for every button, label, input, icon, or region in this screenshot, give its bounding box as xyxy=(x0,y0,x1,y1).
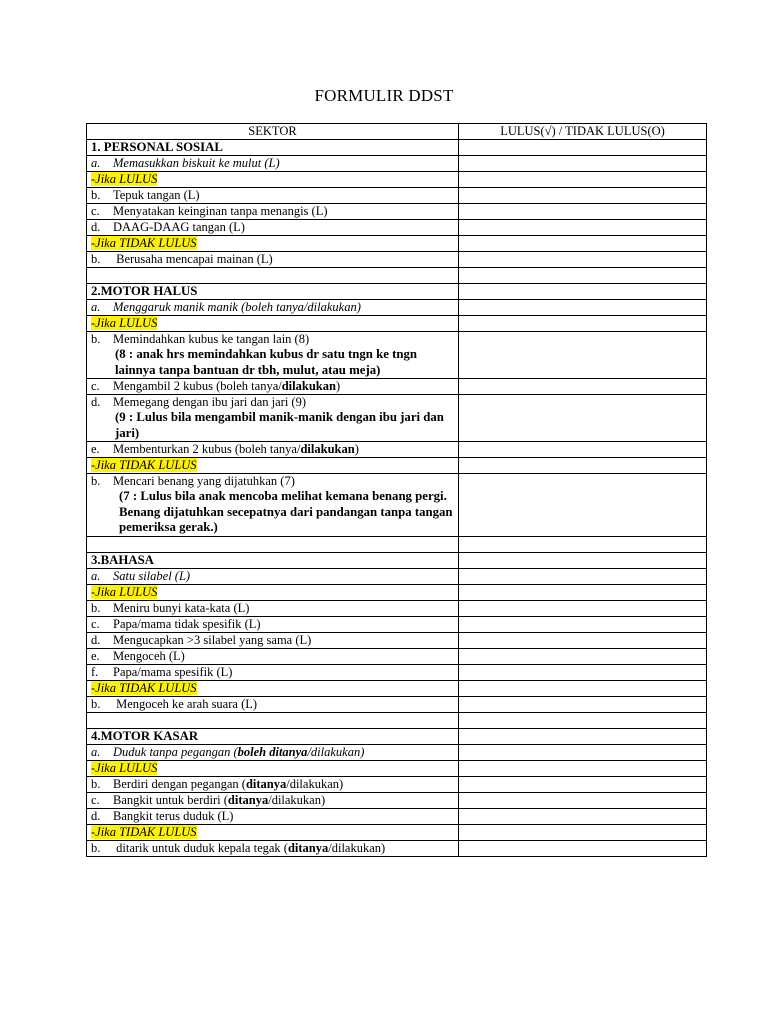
item-text-segment: Papa/mama spesifik (L) xyxy=(113,664,233,679)
item-text-segment: dilakukan xyxy=(281,379,336,393)
item-text-segment: Papa/mama tidak spesifik (L) xyxy=(113,616,261,631)
result-cell[interactable] xyxy=(459,616,707,632)
table-row xyxy=(87,760,707,776)
sector-cell xyxy=(87,204,459,220)
result-cell[interactable] xyxy=(459,632,707,648)
item-text-segment: ditanya xyxy=(245,776,287,791)
item-text xyxy=(113,379,340,393)
table-row xyxy=(87,332,707,379)
item-letter: d. xyxy=(91,632,101,647)
item-text-segment: ditanya xyxy=(227,792,269,807)
item-text xyxy=(113,777,343,791)
item-letter: b. xyxy=(91,696,101,711)
item-text xyxy=(113,442,359,456)
sector-cell xyxy=(87,760,459,776)
item-text-segment: Mencari benang yang dijatuhkan (7) xyxy=(113,474,295,488)
table-row xyxy=(87,600,707,616)
item-letter: d. xyxy=(91,395,101,409)
table-row xyxy=(87,680,707,696)
item-text xyxy=(113,569,190,583)
sector-cell xyxy=(87,632,459,648)
item-text xyxy=(113,841,385,855)
table-row xyxy=(87,252,707,268)
sector-cell xyxy=(87,600,459,616)
item-text-segment: Duduk tanpa pegangan ( xyxy=(113,744,238,759)
item-letter: a. xyxy=(91,300,101,314)
result-cell[interactable] xyxy=(459,458,707,474)
table-row xyxy=(87,744,707,760)
table-row xyxy=(87,568,707,584)
item-text xyxy=(113,332,309,346)
result-cell[interactable] xyxy=(459,172,707,188)
table-row xyxy=(87,664,707,680)
result-cell[interactable] xyxy=(459,188,707,204)
result-cell[interactable] xyxy=(459,808,707,824)
item-letter: a. xyxy=(91,156,101,170)
result-cell[interactable] xyxy=(459,696,707,712)
item-text-segment: Satu silabel (L) xyxy=(113,568,191,583)
condition-label: -Jika LULUS xyxy=(91,172,158,186)
result-cell[interactable] xyxy=(459,680,707,696)
item-text-segment: Berusaha mencapai mainan (L) xyxy=(113,252,273,266)
item-note: (8 : anak hrs memindahkan kubus dr satu tngn ke tngn lainnya tanpa bantuan dr tbh, mulut, atau meja) xyxy=(115,347,418,377)
table-row xyxy=(87,300,707,316)
sector-cell xyxy=(87,808,459,824)
table-row xyxy=(87,616,707,632)
item-text xyxy=(113,633,311,647)
item-text-segment: Membenturkan 2 kubus (boleh tanya/ xyxy=(113,442,301,456)
table-row xyxy=(87,156,707,172)
result-cell[interactable] xyxy=(459,648,707,664)
section-header: 2.MOTOR HALUS xyxy=(87,284,459,300)
item-text-segment: Tepuk tangan (L) xyxy=(113,188,200,202)
sector-cell xyxy=(87,776,459,792)
page-title: FORMULIR DDST xyxy=(314,86,454,105)
table-row xyxy=(87,776,707,792)
table-row xyxy=(87,220,707,236)
table-row xyxy=(87,474,707,537)
result-cell[interactable] xyxy=(459,252,707,268)
item-text xyxy=(113,252,273,266)
sector-cell xyxy=(87,395,459,442)
table-row xyxy=(87,316,707,332)
table-row xyxy=(87,840,707,856)
ddst-form-table xyxy=(86,123,707,857)
result-cell[interactable] xyxy=(459,236,707,252)
item-text xyxy=(113,745,364,759)
item-text xyxy=(113,474,295,488)
item-text-segment: Memasukkan biskuit ke mulut (L) xyxy=(113,156,280,170)
section-header: 1. PERSONAL SOSIAL xyxy=(87,140,459,156)
item-text-segment: /dilakukan) xyxy=(328,840,386,855)
table-row xyxy=(87,552,707,568)
sector-cell xyxy=(87,156,459,172)
table-row xyxy=(87,284,707,300)
sector-cell xyxy=(87,568,459,584)
condition-label: -Jika LULUS xyxy=(91,316,158,330)
item-text-segment: Memindahkan kubus ke tangan lain (8) xyxy=(113,332,310,346)
table-row xyxy=(87,379,707,395)
result-cell[interactable] xyxy=(459,552,707,568)
result-cell[interactable] xyxy=(459,760,707,776)
result-cell[interactable] xyxy=(459,395,707,442)
result-cell[interactable] xyxy=(459,824,707,840)
condition-label: -Jika TIDAK LULUS xyxy=(91,824,197,839)
result-cell[interactable] xyxy=(459,316,707,332)
item-text xyxy=(113,601,249,615)
item-letter: b. xyxy=(91,252,101,266)
item-text-segment: ditarik untuk duduk kepala tegak ( xyxy=(113,840,288,855)
sector-cell xyxy=(87,696,459,712)
item-text-segment: Mengoceh (L) xyxy=(113,648,185,663)
result-cell[interactable] xyxy=(459,664,707,680)
item-text-segment: dilakukan xyxy=(300,442,355,456)
sector-cell xyxy=(87,268,459,284)
result-cell[interactable] xyxy=(459,220,707,236)
table-row xyxy=(87,188,707,204)
item-text xyxy=(113,188,200,202)
result-cell[interactable] xyxy=(459,584,707,600)
table-row xyxy=(87,792,707,808)
result-cell[interactable] xyxy=(459,744,707,760)
item-text xyxy=(113,204,328,218)
item-text xyxy=(113,220,245,234)
item-letter: b. xyxy=(91,474,101,488)
section-header: 4.MOTOR KASAR xyxy=(87,728,459,744)
condition-label: -Jika TIDAK LULUS xyxy=(91,458,197,472)
result-cell[interactable] xyxy=(459,156,707,172)
item-text-segment: Mengucapkan >3 silabel yang sama (L) xyxy=(113,632,312,647)
item-text xyxy=(113,617,261,631)
item-text-segment: Menggaruk manik manik (boleh tanya/dilakukan) xyxy=(113,300,361,314)
table-row xyxy=(87,236,707,252)
result-cell[interactable] xyxy=(459,712,707,728)
sector-cell xyxy=(87,220,459,236)
item-text xyxy=(113,697,257,711)
sector-cell xyxy=(87,300,459,316)
table-row xyxy=(87,458,707,474)
item-letter: e. xyxy=(91,648,100,663)
item-text-segment: Memegang dengan ibu jari dan jari (9) xyxy=(113,395,306,409)
result-cell[interactable] xyxy=(459,442,707,458)
item-note: (7 : Lulus bila anak mencoba melihat kemana benang pergi. Benang dijatuhkan secepatnya dari pandangan tanpa tangan pemeriksa gerak.) xyxy=(119,489,453,534)
sector-cell xyxy=(87,744,459,760)
item-text-segment: boleh ditanya xyxy=(237,744,308,759)
item-text-segment: Mengoceh ke arah suara (L) xyxy=(113,696,258,711)
result-cell[interactable] xyxy=(459,776,707,792)
item-letter: d. xyxy=(91,220,101,234)
table-header-row xyxy=(87,124,707,140)
item-text-segment: Bangkit terus duduk (L) xyxy=(113,808,234,823)
result-cell[interactable] xyxy=(459,268,707,284)
result-cell[interactable] xyxy=(459,140,707,156)
item-text xyxy=(113,300,361,314)
item-letter: c. xyxy=(91,379,100,393)
result-cell[interactable] xyxy=(459,568,707,584)
table-row xyxy=(87,696,707,712)
item-text-segment: ditanya xyxy=(287,840,329,855)
blank-row xyxy=(87,268,707,284)
condition-label: -Jika TIDAK LULUS xyxy=(91,236,197,250)
item-letter: d. xyxy=(91,808,101,823)
item-text-segment: /dilakukan) xyxy=(268,792,326,807)
item-letter: b. xyxy=(91,188,101,202)
table-row xyxy=(87,172,707,188)
table-row xyxy=(87,140,707,156)
item-letter: e. xyxy=(91,442,100,456)
result-cell[interactable] xyxy=(459,600,707,616)
item-text-segment: Mengambil 2 kubus (boleh tanya/ xyxy=(113,379,282,393)
sector-cell xyxy=(87,458,459,474)
condition-label: -Jika LULUS xyxy=(91,584,158,599)
item-letter: b. xyxy=(91,332,101,346)
item-letter: c. xyxy=(91,792,100,807)
sector-cell xyxy=(87,442,459,458)
item-text xyxy=(113,793,325,807)
result-cell[interactable] xyxy=(459,379,707,395)
sector-cell xyxy=(87,172,459,188)
table-row xyxy=(87,584,707,600)
column-header-result: LULUS(√) / TIDAK LULUS(O) xyxy=(459,124,707,140)
item-text xyxy=(113,809,233,823)
sector-cell xyxy=(87,536,459,552)
item-letter: c. xyxy=(91,204,100,218)
item-note: (9 : Lulus bila mengambil manik-manik dengan ibu jari dan jari) xyxy=(115,410,444,440)
blank-row xyxy=(87,712,707,728)
sector-cell xyxy=(87,379,459,395)
table-row xyxy=(87,442,707,458)
table-row xyxy=(87,632,707,648)
item-letter: a. xyxy=(91,744,101,759)
result-cell[interactable] xyxy=(459,474,707,537)
item-text-segment: Meniru bunyi kata-kata (L) xyxy=(113,600,250,615)
item-text-segment: Menyatakan keinginan tanpa menangis (L) xyxy=(113,204,328,218)
item-text-segment: ) xyxy=(354,442,359,456)
result-cell[interactable] xyxy=(459,728,707,744)
result-cell[interactable] xyxy=(459,792,707,808)
table-row xyxy=(87,395,707,442)
sector-cell xyxy=(87,824,459,840)
sector-cell xyxy=(87,236,459,252)
table-row xyxy=(87,824,707,840)
sector-cell xyxy=(87,648,459,664)
result-cell[interactable] xyxy=(459,204,707,220)
item-letter: a. xyxy=(91,568,101,583)
column-header-sector: SEKTOR xyxy=(87,124,459,140)
sector-cell xyxy=(87,680,459,696)
item-text xyxy=(113,395,306,409)
table-row xyxy=(87,204,707,220)
item-text-segment: /dilakukan) xyxy=(286,776,344,791)
table-row xyxy=(87,728,707,744)
item-text xyxy=(113,649,185,663)
item-letter: c. xyxy=(91,616,100,631)
item-text-segment: ) xyxy=(335,379,341,393)
sector-cell xyxy=(87,792,459,808)
result-cell[interactable] xyxy=(459,536,707,552)
result-cell[interactable] xyxy=(459,840,707,856)
sector-cell xyxy=(87,616,459,632)
table-row xyxy=(87,808,707,824)
item-letter: b. xyxy=(91,840,101,855)
result-cell[interactable] xyxy=(459,300,707,316)
sector-cell xyxy=(87,664,459,680)
table-row xyxy=(87,648,707,664)
item-text xyxy=(113,156,280,170)
section-header: 3.BAHASA xyxy=(87,552,459,568)
sector-cell xyxy=(87,188,459,204)
condition-label: -Jika TIDAK LULUS xyxy=(91,680,197,695)
item-letter: b. xyxy=(91,776,101,791)
sector-cell xyxy=(87,584,459,600)
sector-cell xyxy=(87,712,459,728)
item-text-segment: DAAG-DAAG tangan (L) xyxy=(113,220,245,234)
sector-cell xyxy=(87,332,459,379)
condition-label: -Jika LULUS xyxy=(91,760,158,775)
sector-cell xyxy=(87,316,459,332)
result-cell[interactable] xyxy=(459,284,707,300)
result-cell[interactable] xyxy=(459,332,707,379)
item-text-segment: Berdiri dengan pegangan ( xyxy=(113,776,246,791)
table-body xyxy=(87,140,707,857)
blank-row xyxy=(87,536,707,552)
sector-cell xyxy=(87,840,459,856)
sector-cell xyxy=(87,252,459,268)
sector-cell xyxy=(87,474,459,537)
item-text xyxy=(113,665,232,679)
item-text-segment: /dilakukan) xyxy=(307,744,365,759)
item-text-segment: Bangkit untuk berdiri ( xyxy=(113,792,228,807)
item-letter: f. xyxy=(91,664,99,679)
item-letter: b. xyxy=(91,600,101,615)
